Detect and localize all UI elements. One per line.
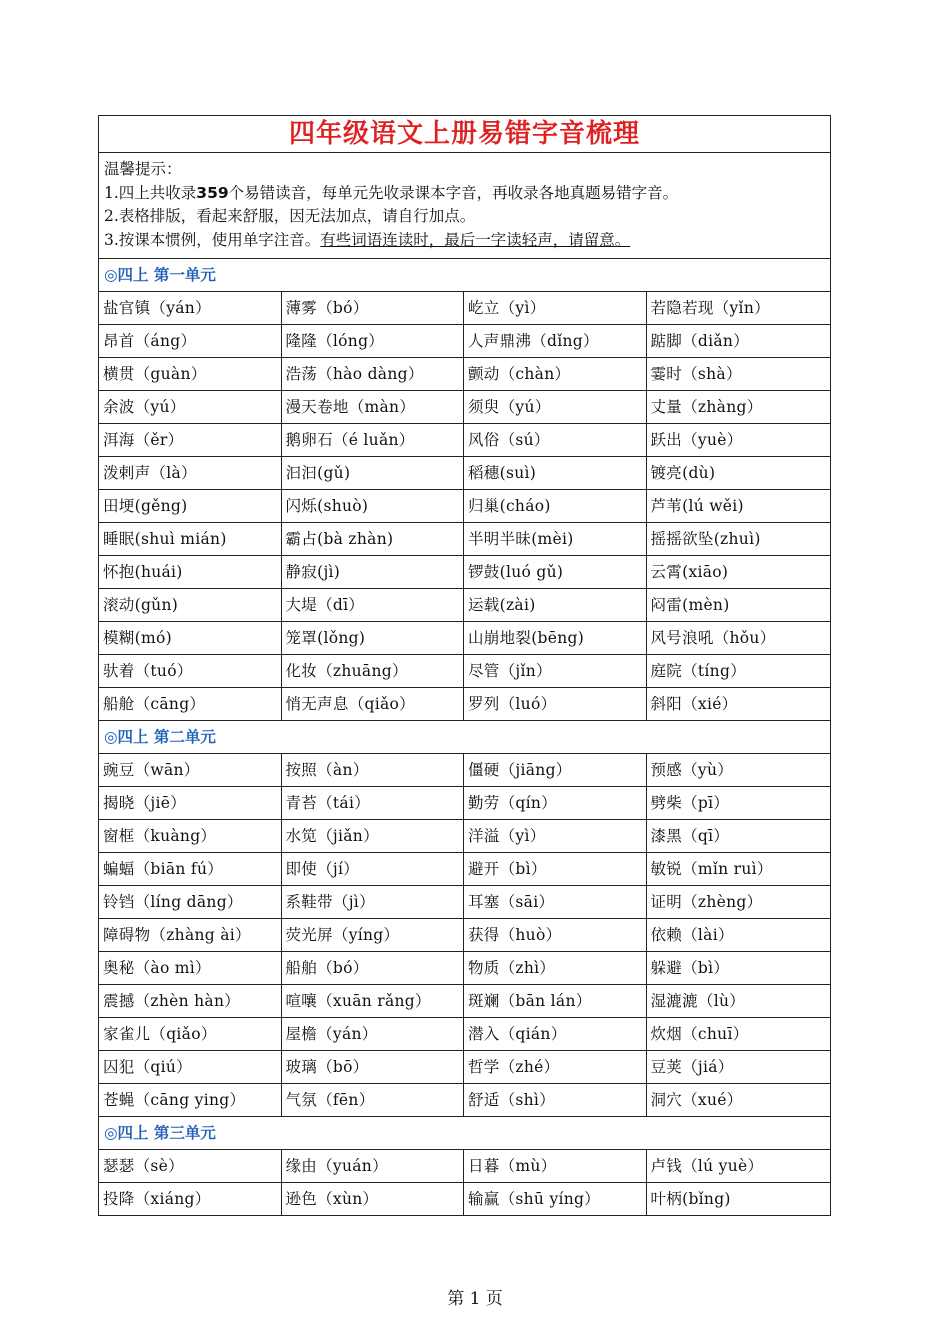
word-cell: 盐官镇（yán） — [99, 292, 282, 324]
word-cell: 摇摇欲坠(zhuì) — [650, 530, 761, 548]
word-cell: 鹅卵石（é luǎn） — [282, 424, 465, 456]
table-row — [99, 1051, 830, 1084]
table-row — [99, 457, 830, 490]
pronunciation-table — [98, 115, 831, 1216]
word-cell: 风号浪吼（hǒu） — [650, 629, 776, 647]
tips-line-3 — [104, 229, 830, 253]
word-cell: 囚犯（qiú） — [99, 1051, 282, 1083]
word-cell: 半明半昧(mèi) — [464, 523, 647, 555]
table-row — [99, 853, 830, 886]
word-cell: 泼剌声（là） — [99, 457, 282, 489]
unit-header: ◎四上 第三单元 — [99, 1117, 830, 1150]
word-cell: 模糊(mó) — [99, 622, 282, 654]
word-cell: 滚动(gǔn) — [99, 589, 282, 621]
word-cell: 玻璃（bō） — [282, 1051, 465, 1083]
word-cell: 劈柴（pī） — [650, 794, 730, 812]
word-cell: 屹立（yì） — [464, 292, 647, 324]
word-cell: 气氛（fēn） — [282, 1084, 465, 1116]
word-cell: 豌豆（wān） — [99, 754, 282, 786]
word-cell: 斜阳（xié） — [650, 695, 738, 713]
word-cell: 避开（bì） — [464, 853, 647, 885]
word-cell: 风俗（sú） — [464, 424, 647, 456]
word-cell: 逊色（xùn） — [282, 1183, 465, 1215]
table-row — [99, 325, 830, 358]
table-row — [99, 556, 830, 589]
word-cell: 屋檐（yán） — [282, 1018, 465, 1050]
word-cell: 芦苇(lú wěi) — [650, 497, 744, 515]
tips-box — [99, 153, 830, 259]
unit-header: ◎四上 第一单元 — [99, 259, 830, 292]
word-cell: 静寂(jì) — [282, 556, 465, 588]
word-cell: 归巢(cháo) — [464, 490, 647, 522]
tips-line-3-underlined: 有些词语连读时，最后一字读轻声，请留意。 — [320, 230, 631, 249]
word-cell: 大堤（dī） — [282, 589, 465, 621]
word-cell: 田埂(gěng) — [99, 490, 282, 522]
word-cell: 舒适（shì） — [464, 1084, 647, 1116]
table-row — [99, 886, 830, 919]
word-cell: 水笕（jiǎn） — [282, 820, 465, 852]
word-cell: 依赖（lài） — [650, 926, 734, 944]
word-cell: 躲避（bì） — [650, 959, 730, 977]
word-cell: 敏锐（mǐn ruì） — [650, 860, 773, 878]
word-cell: 隆隆（lóng） — [282, 325, 465, 357]
word-cell: 笼罩(lǒng) — [282, 622, 465, 654]
word-cell: 船舶（bó） — [282, 952, 465, 984]
table-row — [99, 919, 830, 952]
word-cell: 输赢（shū yíng） — [464, 1183, 647, 1215]
word-cell: 日暮（mù） — [464, 1150, 647, 1182]
tips-count: 359 — [196, 183, 229, 202]
tips-line-3-pre: 3.按课本惯例，使用单字注音。 — [104, 230, 321, 249]
word-cell: 喧嚷（xuān rǎng） — [282, 985, 465, 1017]
word-cell: 罗列（luó） — [464, 688, 647, 720]
word-cell: 颤动（chàn） — [464, 358, 647, 390]
word-cell: 船舱（cāng） — [99, 688, 282, 720]
table-row — [99, 358, 830, 391]
table-row — [99, 985, 830, 1018]
word-cell: 闪烁(shuò) — [282, 490, 465, 522]
word-cell: 斑斓（bān lán） — [464, 985, 647, 1017]
word-cell: 湿漉漉（lù） — [650, 992, 746, 1010]
word-cell: 浩荡（hào dàng） — [282, 358, 465, 390]
word-cell: 锣鼓(luó gǔ) — [464, 556, 647, 588]
word-cell: 闷雷(mèn) — [650, 596, 730, 614]
table-row — [99, 1150, 830, 1183]
table-row — [99, 292, 830, 325]
word-cell: 家雀儿（qiǎo） — [99, 1018, 282, 1050]
word-cell: 昂首（áng） — [99, 325, 282, 357]
table-row — [99, 1084, 830, 1117]
table-row — [99, 424, 830, 457]
word-cell: 震撼（zhèn hàn） — [99, 985, 282, 1017]
word-cell: 系鞋带（jì） — [282, 886, 465, 918]
word-cell: 云霄(xiāo) — [650, 563, 729, 581]
word-cell: 苍蝇（cāng ying） — [99, 1084, 282, 1116]
word-cell: 横贯（guàn） — [99, 358, 282, 390]
word-cell: 须臾（yú） — [464, 391, 647, 423]
word-cell: 漫天卷地（màn） — [282, 391, 465, 423]
word-cell: 睡眠(shuì mián) — [99, 523, 282, 555]
tips-line-1-pre: 1.四上共收录 — [104, 183, 197, 202]
word-cell: 余波（yú） — [99, 391, 282, 423]
word-cell: 化妆（zhuāng） — [282, 655, 465, 687]
word-cell: 青苔（tái） — [282, 787, 465, 819]
word-cell: 缘由（yuán） — [282, 1150, 465, 1182]
word-cell: 即使（jí） — [282, 853, 465, 885]
word-cell: 潜入（qián） — [464, 1018, 647, 1050]
word-cell: 揭晓（jiē） — [99, 787, 282, 819]
unit-header: ◎四上 第二单元 — [99, 721, 830, 754]
table-row — [99, 391, 830, 424]
word-cell: 漆黑（qī） — [650, 827, 730, 845]
word-cell: 汩汩(gǔ) — [282, 457, 465, 489]
word-cell: 镀亮(dù) — [650, 464, 716, 482]
word-cell: 荧光屏（yíng） — [282, 919, 465, 951]
word-cell: 丈量（zhàng） — [650, 398, 763, 416]
word-cell: 物质（zhì） — [464, 952, 647, 984]
word-cell: 预感（yù） — [650, 761, 734, 779]
table-row — [99, 523, 830, 556]
word-cell: 人声鼎沸（dǐng） — [464, 325, 647, 357]
tips-line-2: 2.表格排版，看起来舒服，因无法加点，请自行加点。 — [104, 207, 476, 225]
word-cell: 瑟瑟（sè） — [99, 1150, 282, 1182]
word-cell: 勤劳（qín） — [464, 787, 647, 819]
tips-line-1-post: 个易错读音，每单元先收录课本字音，再收录各地真题易错字音。 — [228, 183, 679, 202]
word-cell: 豆荚（jiá） — [650, 1058, 734, 1076]
word-cell: 山崩地裂(bēng) — [464, 622, 647, 654]
table-row — [99, 490, 830, 523]
word-cell: 耳塞（sāi） — [464, 886, 647, 918]
tips-line-1 — [104, 182, 830, 206]
word-cell: 悄无声息（qiǎo） — [282, 688, 465, 720]
word-cell: 尽管（jǐn） — [464, 655, 647, 687]
word-cell: 庭院（tíng） — [650, 662, 746, 680]
word-cell: 哲学（zhé） — [464, 1051, 647, 1083]
tips-heading: 温馨提示： — [104, 160, 182, 178]
word-cell: 叶柄(bǐng) — [650, 1190, 731, 1208]
word-cell: 怀抱(huái) — [99, 556, 282, 588]
table-row — [99, 787, 830, 820]
page-number: 第 1 页 — [447, 1289, 503, 1309]
page-title: 四年级语文上册易错字音梳理 — [99, 116, 830, 153]
word-cell: 驮着（tuó） — [99, 655, 282, 687]
word-cell: 洱海（ěr） — [99, 424, 282, 456]
word-cell: 铃铛（líng dāng） — [99, 886, 282, 918]
table-row — [99, 589, 830, 622]
word-cell: 若隐若现（yǐn） — [650, 299, 770, 317]
word-cell: 炊烟（chuī） — [650, 1025, 749, 1043]
table-row — [99, 1018, 830, 1051]
word-cell: 投降（xiáng） — [99, 1183, 282, 1215]
word-cell: 霎时（shà） — [650, 365, 742, 383]
word-cell: 踮脚（diǎn） — [650, 332, 750, 350]
table-row — [99, 1183, 830, 1215]
table-row — [99, 688, 830, 721]
word-cell: 跃出（yuè） — [650, 431, 743, 449]
word-cell: 薄雾（bó） — [282, 292, 465, 324]
word-cell: 按照（àn） — [282, 754, 465, 786]
table-row — [99, 952, 830, 985]
word-cell: 洞穴（xué） — [650, 1091, 743, 1109]
word-cell: 获得（huò） — [464, 919, 647, 951]
word-cell: 障碍物（zhàng ài） — [99, 919, 282, 951]
word-cell: 僵硬（jiāng） — [464, 754, 647, 786]
word-cell: 卢钱（lú yuè） — [650, 1157, 764, 1175]
table-row — [99, 655, 830, 688]
word-cell: 窗框（kuàng） — [99, 820, 282, 852]
word-cell: 霸占(bà zhàn) — [282, 523, 465, 555]
word-cell: 证明（zhèng） — [650, 893, 763, 911]
word-cell: 奥秘（ào mì） — [99, 952, 282, 984]
word-cell: 运载(zài) — [464, 589, 647, 621]
word-cell: 稻穗(suì) — [464, 457, 647, 489]
word-cell: 蝙蝠（biān fú） — [99, 853, 282, 885]
table-row — [99, 622, 830, 655]
table-row — [99, 754, 830, 787]
table-row — [99, 820, 830, 853]
unit-sections — [99, 259, 830, 1215]
word-cell: 洋溢（yì） — [464, 820, 647, 852]
